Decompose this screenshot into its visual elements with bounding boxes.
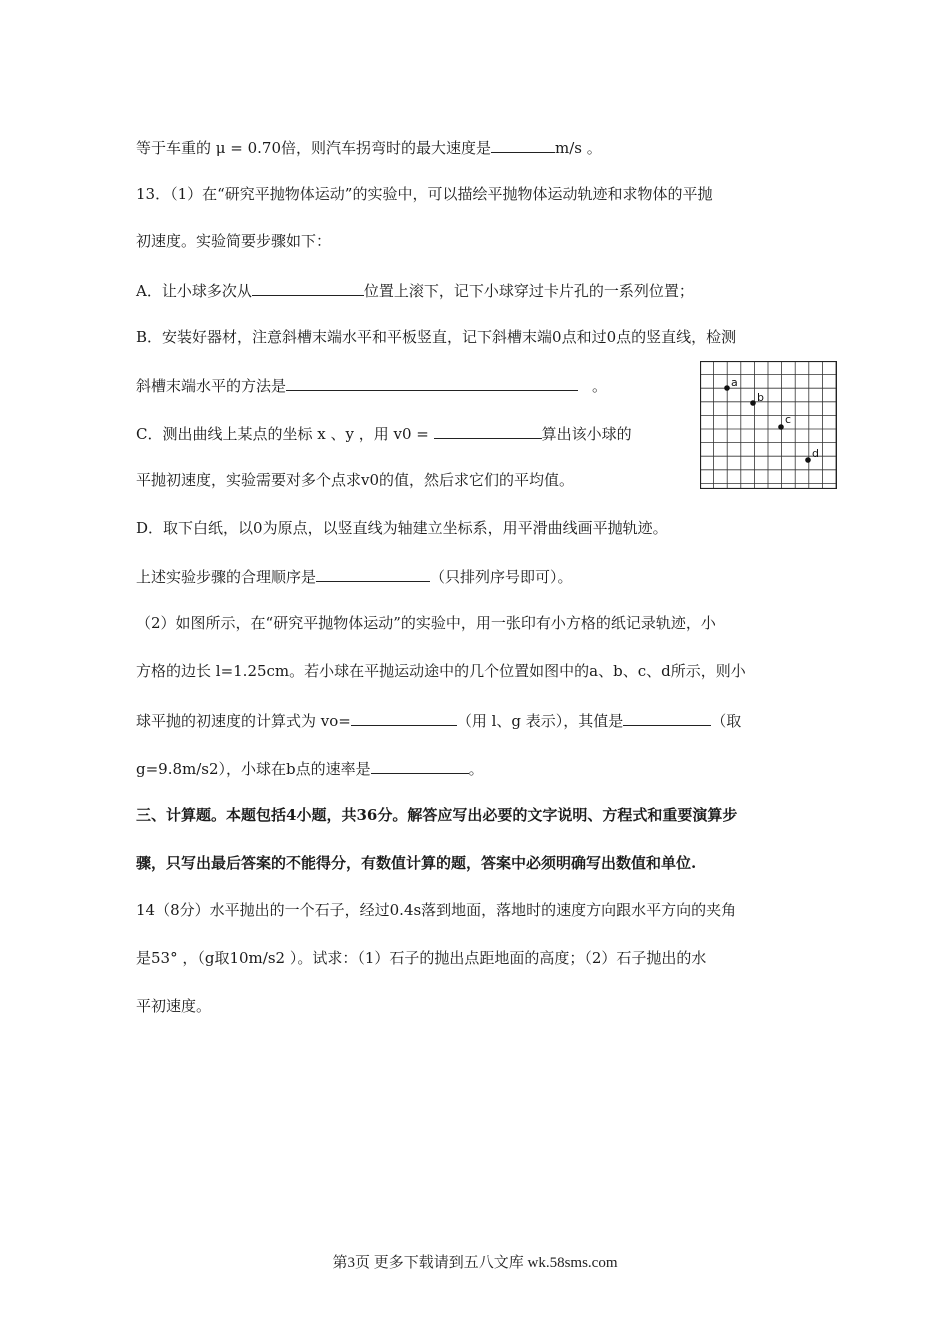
text: m/s 。 bbox=[555, 139, 602, 157]
answer-blank[interactable] bbox=[316, 565, 430, 582]
text: 。 bbox=[592, 377, 608, 395]
answer-blank[interactable] bbox=[252, 279, 364, 296]
line-19 bbox=[136, 996, 211, 1016]
text: 球平抛的初速度的计算式为 vo= bbox=[136, 712, 351, 730]
answer-blank[interactable] bbox=[491, 136, 555, 153]
line-17 bbox=[136, 900, 736, 920]
text: 是53° ，（g取10m/s2 ）。试求：（1）石子的抛出点距地面的高度；（2）石子抛出的水 bbox=[136, 949, 707, 967]
text: g=9.8m/s2），小球在b点的速率是 bbox=[136, 760, 371, 778]
line-8 bbox=[136, 470, 574, 490]
line-12 bbox=[136, 661, 746, 681]
text: （取 bbox=[711, 712, 742, 730]
text: C．测出曲线上某点的坐标 x 、y ，用 v0 = bbox=[136, 425, 434, 443]
text: 。 bbox=[468, 760, 484, 778]
text: 三、计算题。本题包括4小题，共36分。解答应写出必要的文字说明、方程式和重要演算步 bbox=[136, 806, 738, 824]
line-6 bbox=[136, 374, 607, 396]
line-2 bbox=[136, 184, 712, 204]
label-a: a bbox=[731, 376, 738, 389]
label-d: d bbox=[812, 447, 819, 460]
line-7 bbox=[136, 422, 632, 444]
answer-blank[interactable] bbox=[351, 709, 457, 726]
point-b bbox=[750, 400, 756, 406]
section-heading bbox=[136, 805, 737, 825]
line-1 bbox=[136, 136, 602, 158]
text: 13．（1）在“研究平抛物体运动”的实验中，可以描绘平抛物体运动轨迹和求物体的平抛 bbox=[136, 185, 713, 203]
text: 上述实验步骤的合理顺序是 bbox=[136, 568, 317, 586]
text: 位置上滚下，记下小球穿过卡片孔的一系列位置； bbox=[363, 282, 694, 300]
line-5 bbox=[136, 327, 736, 347]
grid-lines bbox=[700, 361, 837, 489]
answer-blank[interactable] bbox=[623, 709, 711, 726]
answer-blank[interactable] bbox=[371, 757, 469, 774]
text: 初速度。实验简要步骤如下： bbox=[136, 232, 332, 250]
text: 算出该小球的 bbox=[541, 425, 632, 443]
line-11 bbox=[136, 613, 716, 633]
line-9 bbox=[136, 518, 668, 538]
point-a bbox=[724, 385, 730, 391]
text: B．安装好器材，注意斜槽末端水平和平板竖直，记下斜槽末端0点和过0点的竖直线，检测 bbox=[136, 328, 737, 346]
label-b: b bbox=[757, 391, 764, 404]
line-13 bbox=[136, 709, 741, 731]
text: 平抛初速度，实验需要对多个点求v0的值，然后求它们的平均值。 bbox=[136, 471, 575, 489]
answer-blank[interactable] bbox=[434, 422, 542, 439]
trajectory-grid-figure bbox=[700, 361, 837, 489]
text: 平初速度。 bbox=[136, 997, 212, 1015]
text: 斜槽末端水平的方法是 bbox=[136, 377, 287, 395]
point-d bbox=[805, 457, 811, 463]
text: （只排列序号即可）。 bbox=[430, 568, 573, 586]
point-c bbox=[778, 424, 784, 430]
page-footer: 第3页 更多下载请到五八文库 wk.58sms.com bbox=[332, 1255, 618, 1271]
text: A．让小球多次从 bbox=[136, 282, 252, 300]
label-c: c bbox=[785, 413, 792, 426]
text: 方格的边长 l=1.25cm。若小球在平抛运动途中的几个位置如图中的a、b、c、d所示，则小 bbox=[136, 662, 746, 680]
section-heading-cont bbox=[136, 853, 696, 873]
text: （2）如图所示，在“研究平抛物体运动”的实验中，用一张印有小方格的纸记录轨迹，小 bbox=[136, 614, 716, 632]
text: D．取下白纸，以0为原点，以竖直线为轴建立坐标系，用平滑曲线画平抛轨迹。 bbox=[136, 519, 668, 537]
answer-blank[interactable] bbox=[286, 374, 578, 391]
line-10 bbox=[136, 565, 573, 587]
text: （用 l、g 表示），其值是 bbox=[456, 712, 624, 730]
line-18 bbox=[136, 948, 706, 968]
line-14 bbox=[136, 757, 484, 779]
text: 14（8分）水平抛出的一个石子，经过0.4s落到地面，落地时的速度方向跟水平方向的夹角 bbox=[136, 901, 737, 919]
text: 骤，只写出最后答案的不能得分，有数值计算的题，答案中必须明确写出数值和单位. bbox=[136, 854, 697, 872]
line-4 bbox=[136, 279, 694, 301]
text: 等于车重的 μ = 0.70倍，则汽车拐弯时的最大速度是 bbox=[136, 139, 492, 157]
line-3 bbox=[136, 231, 331, 251]
